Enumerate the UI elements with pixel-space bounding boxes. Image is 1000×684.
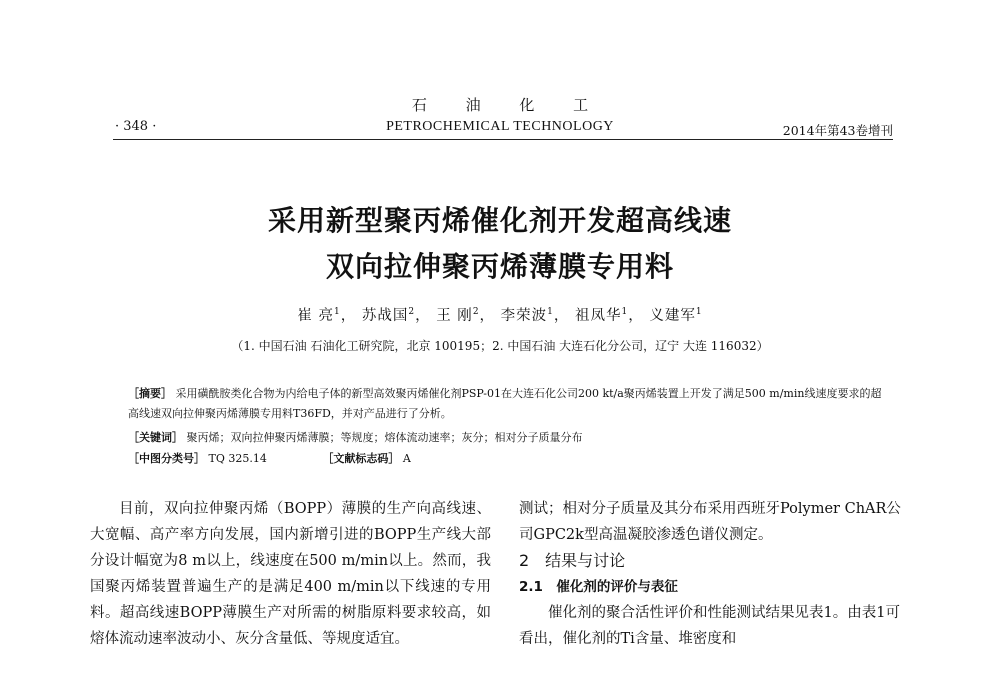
code-value: A — [402, 452, 411, 465]
body-left-column — [90, 496, 491, 652]
intro-paragraph: 目前，双向拉伸聚丙烯（BOPP）薄膜的生产向高线速、大宽幅、高产率方向发展，国内新增引进的BOPP生产线大部分设计幅宽为8 m以上，线速度在500 m/min以上。然而，我国聚丙烯装置普遍生产的是满足400 m/min以下线速的专用料。超高线速BOPP薄膜生产对所需的树脂原料要求较高，如熔体流动速率波动小、灰分含量低、等规度适宜。 — [90, 501, 491, 647]
author-sup: 1 — [547, 307, 554, 318]
author: 祖凤华 — [575, 308, 622, 324]
method-paragraph: 测试；相对分子质量及其分布采用西班牙Polymer ChAR公司GPC2k型高温凝胶渗透色谱仪测定。 — [519, 501, 901, 543]
abstract — [128, 384, 888, 424]
header-rule — [113, 139, 893, 140]
section-heading-2: 2 结果与讨论 — [519, 551, 626, 570]
author: 崔 亮 — [297, 308, 335, 324]
class-value: TQ 325.14 — [208, 452, 267, 465]
author: 义建军 — [649, 308, 696, 324]
author-sup: 2 — [408, 307, 416, 318]
body-right-column — [519, 496, 911, 652]
keywords — [128, 428, 888, 448]
results-paragraph: 催化剂的聚合活性评价和性能测试结果见表1。由表1可看出，催化剂的Ti含量、堆密度和 — [519, 605, 900, 647]
page-number: · 348 · — [115, 119, 157, 134]
author: 王 刚 — [436, 308, 473, 324]
author-sup: 1 — [334, 307, 341, 318]
code-label: ［文献标志码］ — [322, 452, 400, 465]
author-sup: 2 — [472, 307, 480, 318]
issue-info: 2014年第43卷增刊 — [782, 123, 893, 138]
journal-name-cn: 石 油 化 工 — [411, 96, 606, 114]
abstract-text: 采用磺酰胺类化合物为内给电子体的新型高效聚丙烯催化剂PSP-01在大连石化公司200 kt/a聚丙烯装置上开发了满足500 m/min线速度要求的超高线速双向拉伸聚丙烯薄膜专用料T36FD，并对产品进行了分析。 — [128, 387, 882, 420]
affiliations: （1. 中国石油 石油化工研究院，北京 100195；2. 中国石油 大连石化分公司，辽宁 大连 116032） — [231, 339, 769, 353]
classification — [128, 449, 888, 469]
section-heading-2-1: 2.1 催化剂的评价与表征 — [519, 579, 678, 595]
title-line-2: 双向拉伸聚丙烯薄膜专用料 — [325, 250, 674, 283]
journal-name-en: PETROCHEMICAL TECHNOLOGY — [386, 119, 614, 134]
author-sup: 1 — [621, 307, 629, 318]
title-line-1: 采用新型聚丙烯催化剂开发超高线速 — [267, 204, 732, 237]
class-label: ［中图分类号］ — [128, 452, 205, 465]
abstract-label: ［摘要］ — [128, 387, 172, 400]
keywords-label: ［关键词］ — [128, 431, 183, 444]
keywords-text: 聚丙烯；双向拉伸聚丙烯薄膜；等规度；熔体流动速率；灰分；相对分子质量分布 — [186, 431, 583, 444]
author-list: 崔 亮$^1$， 苏战国$^2$， 王 刚$^2$， 李荣波$^1$， 祖凤华$^1$， 义建军$^1$ — [297, 307, 703, 324]
author-sup: 1 — [695, 307, 703, 318]
author: 李荣波 — [500, 308, 548, 324]
author: 苏战国 — [361, 308, 409, 324]
